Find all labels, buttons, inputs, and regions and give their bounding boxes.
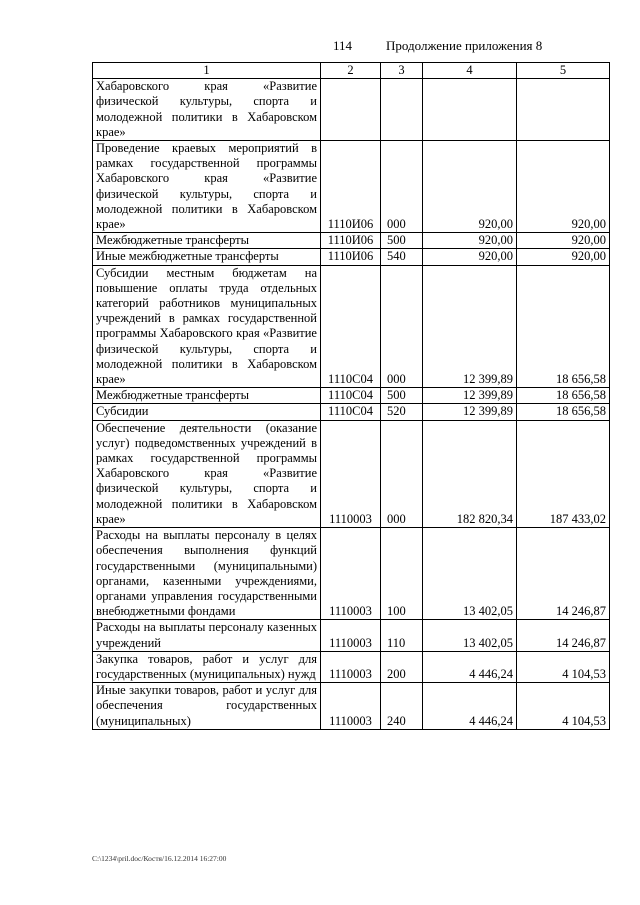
row-value-1-cell: 12 399,89 [423, 265, 517, 388]
row-value-2-cell [517, 79, 610, 141]
row-name-cell: Субсидии [93, 404, 321, 420]
row-code-cell: 1110И06 [321, 233, 381, 249]
row-type-cell: 240 [381, 683, 423, 730]
row-value-2-cell: 187 433,02 [517, 420, 610, 527]
row-value-2-cell: 4 104,53 [517, 683, 610, 730]
row-code-cell: 1110И06 [321, 141, 381, 233]
row-value-2-cell: 4 104,53 [517, 651, 610, 682]
table-row [93, 388, 610, 404]
row-value-2-cell: 920,00 [517, 141, 610, 233]
row-type-cell [381, 79, 423, 141]
column-header: 5 [517, 63, 610, 79]
row-value-1-cell: 920,00 [423, 249, 517, 265]
row-name-cell: Расходы на выплаты персоналу в целях обеспечения выполнения функций государственными (муниципальными) органами, казенными учреждениями, органами управления государственными внебюджетными фондами [93, 528, 321, 620]
row-name-cell: Закупка товаров, работ и услуг для государственных (муниципальных) нужд [93, 651, 321, 682]
row-type-cell: 110 [381, 620, 423, 651]
page-header [0, 38, 640, 56]
row-code-cell [321, 79, 381, 141]
row-code-cell: 1110003 [321, 620, 381, 651]
row-type-cell: 000 [381, 420, 423, 527]
column-header: 3 [381, 63, 423, 79]
row-type-cell: 500 [381, 388, 423, 404]
table-row [93, 420, 610, 527]
row-name-cell: Иные межбюджетные трансферты [93, 249, 321, 265]
row-value-2-cell: 18 656,58 [517, 388, 610, 404]
budget-table-body [93, 63, 610, 730]
row-type-cell: 200 [381, 651, 423, 682]
row-name-cell: Проведение краевых мероприятий в рамках государственной программы Хабаровского края «Развитие физической культуры, спорта и молодежной политики в Хабаровском крае» [93, 141, 321, 233]
row-type-cell: 100 [381, 528, 423, 620]
row-type-cell: 520 [381, 404, 423, 420]
row-name-cell: Субсидии местным бюджетам на повышение оплаты труда отдельных категорий работников муниципальных учреждений в рамках государственной программы Хабаровского края «Развитие физической культуры, спорта и молодежной политики в Хабаровском крае» [93, 265, 321, 388]
row-value-1-cell: 920,00 [423, 141, 517, 233]
row-value-2-cell: 14 246,87 [517, 620, 610, 651]
row-name-cell: Хабаровского края «Развитие физической культуры, спорта и молодежной политики в Хабаровском крае» [93, 79, 321, 141]
row-value-1-cell: 4 446,24 [423, 651, 517, 682]
row-name-cell: Иные закупки товаров, работ и услуг для обеспечения государственных (муниципальных) [93, 683, 321, 730]
budget-table [92, 62, 610, 730]
row-type-cell: 000 [381, 141, 423, 233]
row-type-cell: 000 [381, 265, 423, 388]
table-row [93, 651, 610, 682]
row-code-cell: 1110И06 [321, 249, 381, 265]
column-header: 1 [93, 63, 321, 79]
row-code-cell: 1110С04 [321, 404, 381, 420]
row-code-cell: 1110003 [321, 683, 381, 730]
row-name-cell: Межбюджетные трансферты [93, 388, 321, 404]
row-type-cell: 540 [381, 249, 423, 265]
table-row [93, 233, 610, 249]
continuation-title: Продолжение приложения 8 [386, 38, 543, 53]
row-value-1-cell: 920,00 [423, 233, 517, 249]
row-name-cell: Обеспечение деятельности (оказание услуг) подведомственных учреждений в рамках государственной программы Хабаровского края «Развитие физической культуры, спорта и молодежной политики в Хабаровском крае» [93, 420, 321, 527]
row-value-2-cell: 18 656,58 [517, 404, 610, 420]
table-row [93, 141, 610, 233]
row-value-1-cell: 4 446,24 [423, 683, 517, 730]
row-value-1-cell: 12 399,89 [423, 404, 517, 420]
table-row [93, 249, 610, 265]
table-row [93, 79, 610, 141]
table-row [93, 265, 610, 388]
row-name-cell: Межбюджетные трансферты [93, 233, 321, 249]
row-value-2-cell: 920,00 [517, 249, 610, 265]
table-row [93, 620, 610, 651]
row-name-cell: Расходы на выплаты персоналу казенных учреждений [93, 620, 321, 651]
table-header-row [93, 63, 610, 79]
row-value-1-cell [423, 79, 517, 141]
row-value-1-cell: 182 820,34 [423, 420, 517, 527]
row-value-2-cell: 920,00 [517, 233, 610, 249]
footer-path: C:\1234\pril.doc/Костя/16.12.2014 16:27:00 [92, 854, 227, 863]
row-code-cell: 1110003 [321, 420, 381, 527]
row-code-cell: 1110003 [321, 528, 381, 620]
row-value-1-cell: 13 402,05 [423, 528, 517, 620]
table-row [93, 528, 610, 620]
column-header: 4 [423, 63, 517, 79]
row-value-2-cell: 18 656,58 [517, 265, 610, 388]
table-row [93, 683, 610, 730]
row-code-cell: 1110С04 [321, 265, 381, 388]
row-code-cell: 1110003 [321, 651, 381, 682]
row-code-cell: 1110С04 [321, 388, 381, 404]
table-row [93, 404, 610, 420]
column-header: 2 [321, 63, 381, 79]
row-type-cell: 500 [381, 233, 423, 249]
row-value-1-cell: 12 399,89 [423, 388, 517, 404]
page-number: 114 [333, 38, 353, 53]
row-value-1-cell: 13 402,05 [423, 620, 517, 651]
row-value-2-cell: 14 246,87 [517, 528, 610, 620]
